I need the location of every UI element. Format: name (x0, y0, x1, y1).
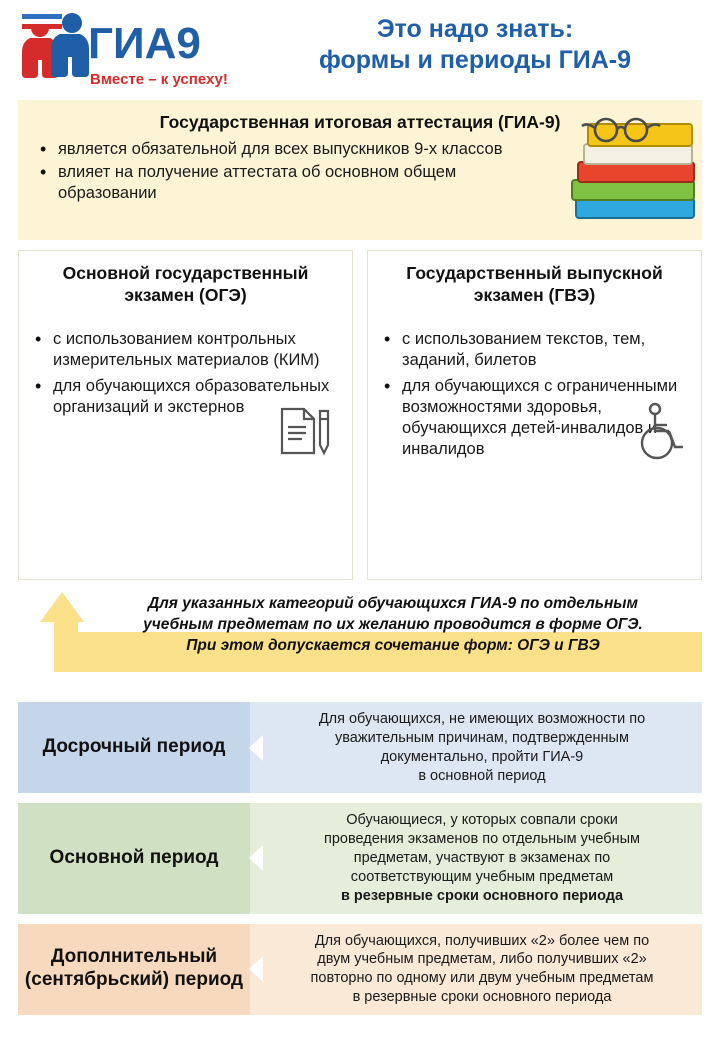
note-line-2: учебным предметам по их желанию проводится в форме ОГЭ. (143, 615, 643, 633)
page-title-line1: Это надо знать: (376, 15, 574, 43)
list-item: • с использованием контрольных измерительных материалов (КИМ) (31, 329, 340, 371)
combination-note (18, 580, 702, 700)
period-desc-main (250, 803, 702, 913)
desc-line: проведения экзаменов по отдельным учебным (324, 831, 640, 848)
desc-line: Для обучающихся, не имеющих возможности по (318, 711, 646, 727)
logo-text: ГИА9 (88, 19, 201, 68)
gia9-logo (16, 8, 246, 96)
page-title (246, 8, 704, 75)
wheelchair-accessibility-icon (629, 401, 691, 468)
desc-line: уважительным причинам, подтвержденным (335, 729, 629, 746)
card-oge (18, 250, 353, 580)
periods-section (18, 702, 702, 1015)
card-oge-title: Основной государственный экзамен (ОГЭ) (62, 263, 309, 305)
desc-line: повторно по одному или двум учебным предметам (310, 970, 654, 987)
logo-slogan: Вместе – к успеху! (90, 71, 228, 88)
gia9-definition-box (18, 100, 702, 240)
card-gve-title: Государственный выпускной экзамен (ГВЭ) (406, 263, 663, 305)
gia9-definition-list (36, 139, 503, 204)
callout-tail-icon (249, 845, 263, 871)
desc-line: двум учебным предметам, либо получивших «2» (317, 951, 647, 968)
desc-line: Для обучающихся, получивших «2» более чем по (314, 932, 650, 949)
stack-of-books-icon (558, 102, 708, 242)
card-gve (367, 250, 702, 580)
desc-line: Обучающиеся, у которых совпали сроки (346, 812, 618, 829)
list-item: • влияет на получение аттестата об основном общем образовании (36, 162, 503, 204)
desc-line-bold: в резервные сроки основного периода (340, 887, 624, 904)
exam-forms-cards (18, 250, 702, 580)
combination-note-text (94, 594, 692, 657)
page-title-line2: формы и периоды ГИА-9 (318, 45, 632, 74)
period-label-additional: Дополнительный (сентябрьский) период (18, 924, 250, 1015)
period-row-main (18, 803, 702, 913)
desc-line: предметам, участвуют в экзаменах по (353, 850, 611, 867)
document-and-pen-icon (276, 401, 338, 470)
list-item: • для обучающихся образовательных организаций и экстернов (31, 376, 340, 418)
list-item: • для обучающихся с ограниченными возможностями здоровья, обучающихся детей-инвалидов и инвалидов (380, 376, 689, 459)
period-desc-early (250, 702, 702, 793)
note-line-1: Для указанных категорий обучающихся ГИА-9 по отдельным (147, 595, 639, 612)
desc-line: документально, пройти ГИА-9 (380, 748, 584, 765)
desc-line: в основной период (418, 767, 546, 784)
period-label-early: Досрочный период (18, 702, 250, 793)
period-label-main: Основной период (18, 803, 250, 913)
period-row-additional (18, 924, 702, 1015)
callout-tail-icon (249, 956, 263, 982)
list-item: • с использованием текстов, тем, заданий, билетов (380, 329, 689, 371)
period-row-early (18, 702, 702, 793)
desc-line: в резервные сроки основного периода (352, 989, 612, 1006)
period-desc-additional (250, 924, 702, 1015)
gia9-definition-title: Государственная итоговая аттестация (ГИА-9) (159, 112, 561, 132)
desc-line: соответствующим учебным предметам (350, 868, 614, 885)
list-item: • является обязательной для всех выпускников 9-х классов (36, 139, 503, 160)
header (0, 0, 720, 96)
note-line-3: При этом допускается сочетание форм: ОГЭ и ГВЭ (186, 636, 600, 654)
callout-tail-icon (249, 735, 263, 761)
